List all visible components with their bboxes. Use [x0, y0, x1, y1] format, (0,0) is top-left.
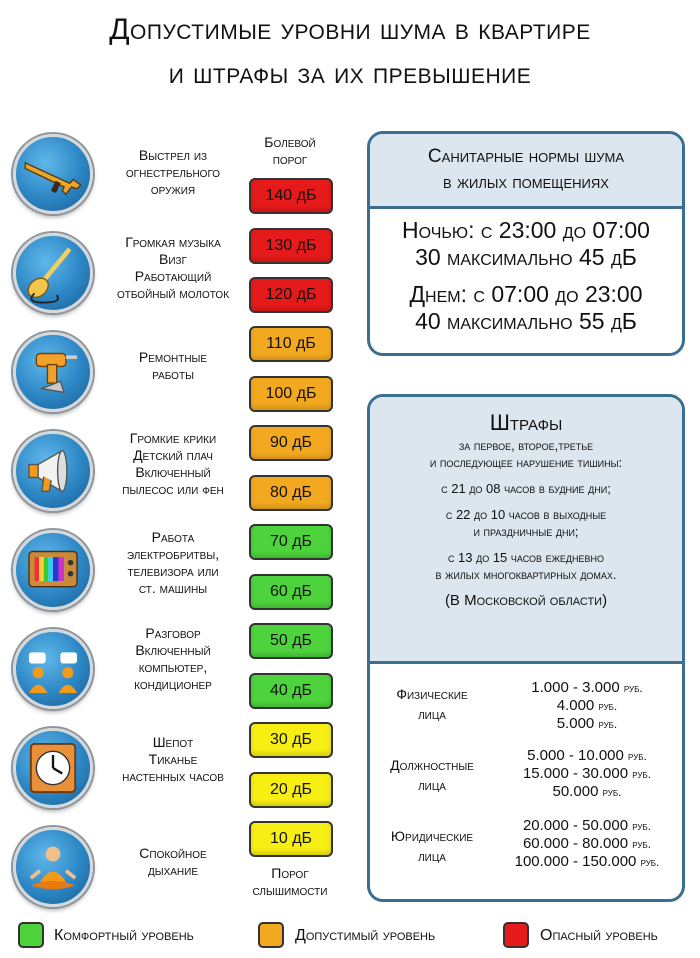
tv-icon — [13, 530, 93, 610]
page-title — [0, 8, 700, 96]
day-hours: Днем: с 07:00 до 23:00 — [409, 281, 643, 307]
db-level-80: 80 дБ — [249, 475, 333, 511]
source-label-breathing: Спокойное дыхание — [139, 845, 207, 878]
source-label-conversation: Разговор Включенный компьютер, кондиционер — [134, 625, 212, 692]
night-limit: 30 максимально 45 дБ — [415, 244, 637, 270]
sanitary-norms-title-2: в жилых помещениях — [443, 172, 609, 193]
source-label-shouting: Громкие крики Детский плач Включенный пылесос или фен — [122, 430, 224, 497]
sanitary-norms-panel — [367, 131, 685, 356]
db-level-70: 70 дБ — [249, 524, 333, 560]
db-level-100: 100 дБ — [249, 376, 333, 412]
sanitary-norms-body — [370, 209, 682, 335]
fines-region: (В Московской области) — [444, 592, 608, 609]
db-level-20: 20 дБ — [249, 772, 333, 808]
pain-threshold-label: Болевой порог — [264, 134, 316, 167]
fines-rule-weekends-1: с 22 до 10 часов в выходные — [445, 507, 607, 522]
fine-category-individuals: Физические лица — [396, 686, 468, 722]
db-level-90: 90 дБ — [249, 425, 333, 461]
fines-title: Штрафы — [489, 410, 563, 435]
night-hours: Ночью: с 23:00 до 07:00 — [402, 217, 650, 243]
day-limit: 40 максимально 55 дБ — [415, 308, 637, 334]
meditation-icon — [13, 827, 93, 907]
db-level-10: 10 дБ — [249, 821, 333, 857]
db-level-50: 50 дБ — [249, 623, 333, 659]
fine-amounts-individuals: 1.000 - 3.000 руб. 4.000 руб. 5.000 руб. — [531, 679, 643, 732]
fines-rule-weekdays: с 21 до 08 часов в будние дни; — [441, 481, 611, 496]
db-level-60: 60 дБ — [249, 574, 333, 610]
title-line-2: и штрафы за их превышение — [168, 57, 532, 90]
fines-rule-weekends-2: и праздничные дни; — [473, 524, 579, 539]
source-label-repair: Ремонтные работы — [138, 349, 208, 382]
clock-icon — [13, 728, 93, 808]
db-level-140: 140 дБ — [249, 178, 333, 214]
fine-category-officials: Должностные лица — [390, 757, 474, 793]
db-level-110: 110 дБ — [249, 326, 333, 362]
fines-rule-daily-1: с 13 до 15 часов ежедневно — [447, 550, 605, 565]
fine-category-legal-entities: Юридические лица — [390, 828, 474, 864]
fines-intro-2: и последующее нарушение тишины: — [429, 455, 623, 470]
db-level-120: 120 дБ — [249, 277, 333, 313]
db-level-30: 30 дБ — [249, 722, 333, 758]
db-level-40: 40 дБ — [249, 673, 333, 709]
legend-acceptable-swatch — [258, 922, 284, 948]
legend-comfortable-label: Комфортный уровень — [54, 927, 194, 944]
legend-dangerous-label: Опасный уровень — [540, 927, 658, 944]
sanitary-norms-header — [370, 134, 682, 209]
db-level-130: 130 дБ — [249, 228, 333, 264]
drill-trowel-icon — [13, 332, 93, 412]
guitar-icon — [13, 233, 93, 313]
fines-intro-1: за первое, второе,третье — [458, 438, 594, 453]
fine-amounts-officials: 5.000 - 10.000 руб. 15.000 - 30.000 руб. 50.000 руб. — [522, 747, 652, 800]
sanitary-norms-title-1: Санитарные нормы шума — [427, 146, 625, 167]
source-label-appliances: Работа электробритвы, телевизора или ст. машины — [126, 529, 220, 596]
source-label-loud-music: Громкая музыка Визг Работающий отбойный молоток — [116, 234, 230, 301]
fines-rule-daily-2: в жилых многоквартирных домах. — [435, 567, 617, 582]
legend-comfortable-swatch — [18, 922, 44, 948]
legend-acceptable-label: Допустимый уровень — [295, 927, 436, 944]
source-label-gunshot: Выстрел из огнестрельного оружия — [125, 147, 221, 197]
fine-amounts-legal-entities: 20.000 - 50.000 руб. 60.000 - 80.000 руб. 100.000 - 150.000 руб. — [514, 817, 660, 870]
source-label-whisper: Шепот Тиканье настенных часов — [122, 734, 224, 784]
conversation-icon — [13, 629, 93, 709]
title-line-1: Допустимые уровни шума в квартире — [109, 13, 591, 46]
megaphone-icon — [13, 431, 93, 511]
legend-dangerous-swatch — [503, 922, 529, 948]
rifle-icon — [13, 134, 93, 214]
hearing-threshold-label: Порог слышимости — [252, 865, 328, 898]
fines-header — [370, 397, 682, 664]
